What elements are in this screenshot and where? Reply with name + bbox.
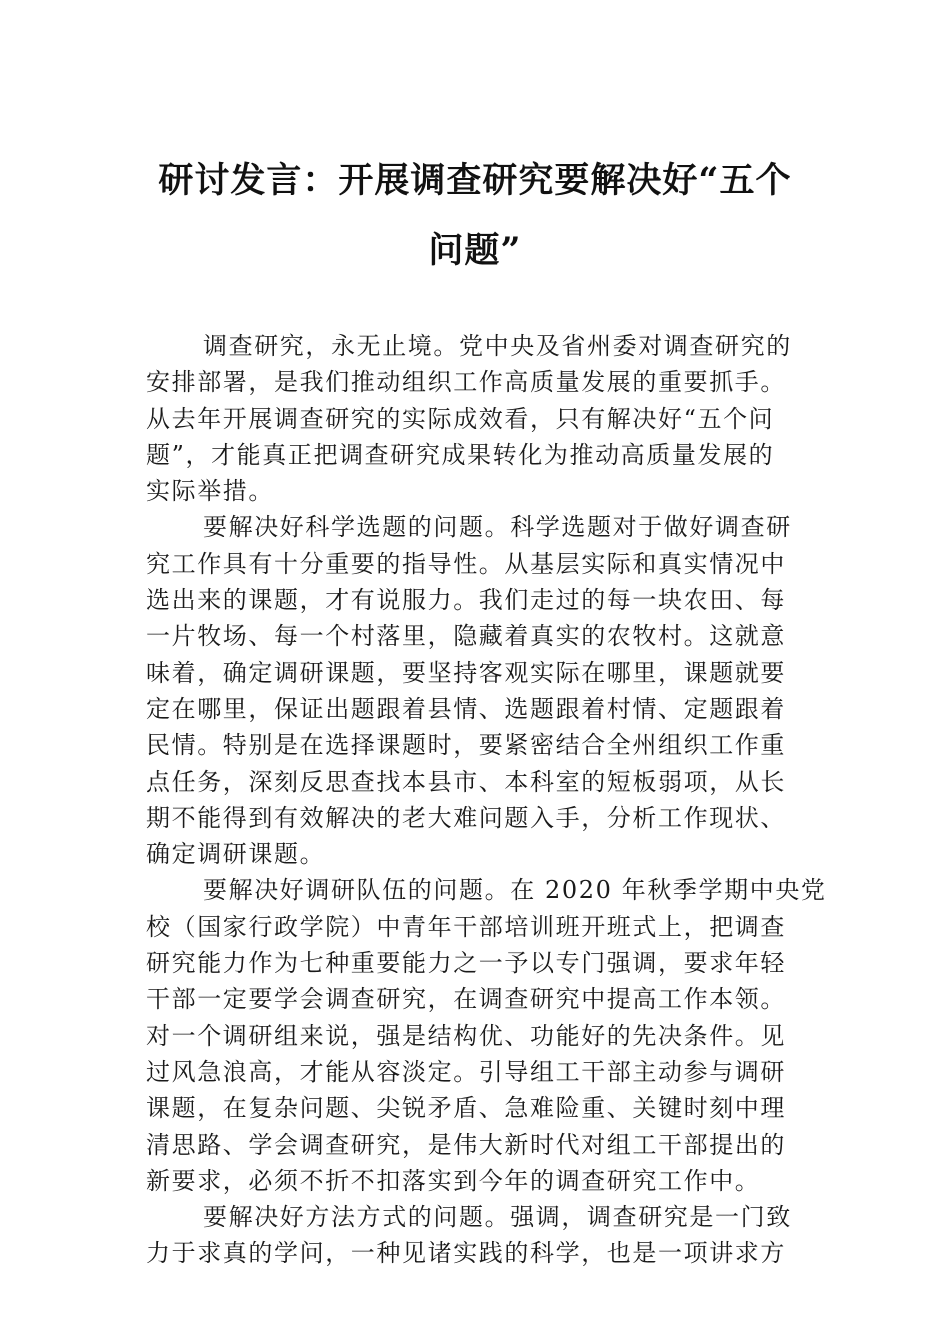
text-line: 对一个调研组来说，强是结构优、功能好的先决条件。见	[146, 1021, 786, 1050]
text-line: 要解决好调研队伍的问题。在 2020 年秋季学期中央党	[203, 876, 827, 905]
text-line: 民情。特别是在选择课题时，要紧密结合全州组织工作重	[146, 731, 786, 760]
text-line: 新要求，必须不折不扣落实到今年的调查研究工作中。	[146, 1166, 761, 1195]
text-line: 力于求真的学问，一种见诸实践的科学，也是一项讲求方	[146, 1239, 786, 1268]
text-line: 干部一定要学会调查研究，在调查研究中提高工作本领。	[146, 985, 786, 1014]
paragraph-2	[146, 509, 816, 872]
text-line: 调查研究，永无止境。党中央及省州委对调查研究的	[203, 332, 792, 360]
text-line: 清思路、学会调查研究，是伟大新时代对组工干部提出的	[146, 1130, 786, 1159]
text-line: 点任务，深刻反思查找本县市、本科室的短板弱项，从长	[146, 767, 786, 796]
text-line: 要解决好科学选题的问题。科学选题对于做好调查研	[203, 513, 792, 542]
paragraph-3	[146, 872, 827, 1199]
text-line: 校（国家行政学院）中青年干部培训班开班式上，把调查	[146, 912, 786, 941]
text-line: 味着，确定调研课题，要坚持客观实际在哪里，课题就要	[146, 658, 786, 687]
text-line: 研究能力作为七种重要能力之一予以专门强调，要求年轻	[146, 949, 786, 978]
paragraph-1	[146, 328, 816, 509]
title-line: 问题”	[428, 230, 522, 271]
text-line: 定在哪里，保证出题跟着县情、选题跟着村情、定题跟着	[146, 694, 786, 723]
paragraph-4	[146, 1199, 816, 1272]
text-line: 选出来的课题，才有说服力。我们走过的每一块农田、每	[146, 586, 786, 615]
text-line: 期不能得到有效解决的老大难问题入手，分析工作现状、	[146, 803, 786, 832]
text-line: 题”，才能真正把调查研究成果转化为推动高质量发展的	[146, 440, 775, 469]
title-line: 研讨发言：开展调查研究要解决好“五个	[158, 160, 792, 201]
text-line: 过风急浪高，才能从容淡定。引导组工干部主动参与调研	[146, 1057, 786, 1086]
document-title	[140, 146, 810, 286]
text-line: 确定调研课题。	[146, 840, 326, 869]
text-line: 实际举措。	[146, 477, 274, 506]
text-line: 一片牧场、每一个村落里，隐藏着真实的农牧村。这就意	[146, 622, 786, 651]
document-body	[146, 328, 827, 1272]
text-line: 从去年开展调查研究的实际成效看，只有解决好“五个问	[146, 404, 775, 433]
text-line: 要解决好方法方式的问题。强调，调查研究是一门致	[203, 1203, 792, 1232]
text-line: 课题，在复杂问题、尖锐矛盾、急难险重、关键时刻中理	[146, 1094, 786, 1123]
text-line: 究工作具有十分重要的指导性。从基层实际和真实情况中	[146, 549, 786, 578]
text-line: 安排部署，是我们推动组织工作高质量发展的重要抓手。	[146, 368, 786, 397]
